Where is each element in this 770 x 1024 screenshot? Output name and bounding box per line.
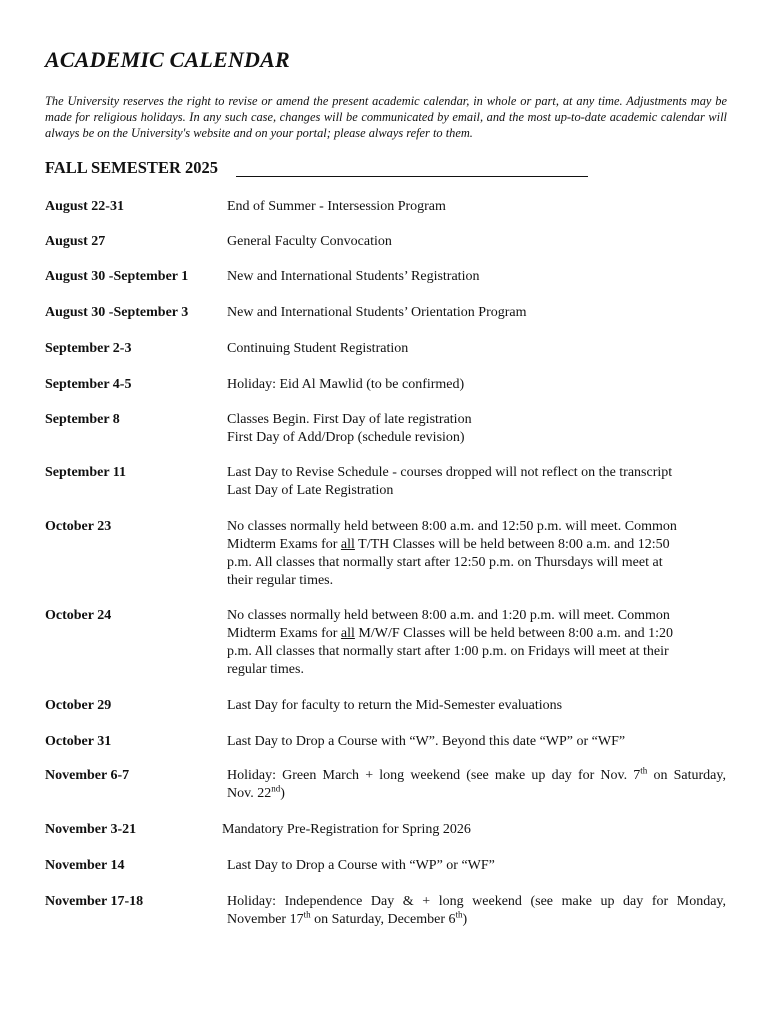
entry-line: Last Day of Late Registration bbox=[227, 483, 394, 498]
entry-line: Last Day to Drop a Course with “W”. Beyond this date “WP” or “WF” bbox=[227, 734, 626, 749]
entry-date: October 29 bbox=[45, 698, 112, 713]
entry-line: Midterm Exams for all M/W/F Classes will be held between 8:00 a.m. and 1:20 bbox=[227, 626, 673, 641]
entry-line: Nov. 22nd) bbox=[227, 783, 285, 801]
entry-date: October 24 bbox=[45, 608, 112, 623]
entry-date: September 2-3 bbox=[45, 341, 132, 356]
entry-line: p.m. All classes that normally start after 12:50 p.m. on Thursdays will meet at bbox=[227, 555, 663, 570]
entry-line: No classes normally held between 8:00 a.m. and 12:50 p.m. will meet. Common bbox=[227, 519, 677, 534]
entry-date: October 23 bbox=[45, 519, 112, 534]
entry-line: Holiday: Eid Al Mawlid (to be confirmed) bbox=[227, 377, 465, 392]
entry-description bbox=[227, 411, 726, 447]
entry-date: September 11 bbox=[45, 465, 127, 480]
entry-date: November 17-18 bbox=[45, 894, 144, 909]
entry-line: Holiday: Independence Day & + long weekend (see make up day for Monday, bbox=[227, 894, 726, 909]
entry-line: New and International Students’ Orientation Program bbox=[227, 305, 527, 320]
entry-date: August 30 -September 3 bbox=[45, 305, 189, 320]
entry-line: First Day of Add/Drop (schedule revision) bbox=[227, 430, 465, 445]
semester-heading: FALL SEMESTER 2025 bbox=[45, 158, 218, 177]
entry-description bbox=[227, 198, 726, 216]
entry-line: their regular times. bbox=[227, 573, 334, 588]
entry-date: August 30 -September 1 bbox=[45, 269, 189, 284]
entry-description bbox=[227, 733, 726, 751]
entry-date: November 6-7 bbox=[45, 768, 130, 783]
entry-line: Last Day for faculty to return the Mid-Semester evaluations bbox=[227, 698, 563, 713]
entry-date: October 31 bbox=[45, 734, 112, 749]
entry-line: Last Day to Revise Schedule - courses dropped will not reflect on the transcript bbox=[227, 465, 673, 480]
entry-description bbox=[227, 697, 726, 715]
entry-line: regular times. bbox=[227, 662, 304, 677]
entry-date: September 4-5 bbox=[45, 377, 132, 392]
entry-date: August 27 bbox=[45, 234, 106, 249]
entry-line: Continuing Student Registration bbox=[227, 341, 409, 356]
entry-description bbox=[227, 233, 726, 251]
entry-line: Classes Begin. First Day of late registration bbox=[227, 412, 472, 427]
entry-description bbox=[227, 767, 726, 803]
entry-description bbox=[227, 607, 726, 679]
entry-line: Mandatory Pre-Registration for Spring 2026 bbox=[222, 822, 471, 837]
entry-description bbox=[222, 821, 721, 839]
entry-date: September 8 bbox=[45, 412, 120, 427]
entry-line: Midterm Exams for all T/TH Classes will be held between 8:00 a.m. and 12:50 bbox=[227, 537, 670, 552]
entry-date: August 22-31 bbox=[45, 199, 124, 214]
entry-line: New and International Students’ Registration bbox=[227, 269, 480, 284]
entry-description bbox=[227, 857, 726, 875]
entry-line: November 17th on Saturday, December 6th) bbox=[227, 909, 468, 927]
entry-description bbox=[227, 376, 726, 394]
entry-line: General Faculty Convocation bbox=[227, 234, 392, 249]
page-title: ACADEMIC CALENDAR bbox=[45, 47, 290, 72]
entry-description bbox=[227, 268, 726, 286]
entry-description bbox=[227, 340, 726, 358]
intro-paragraph: The University reserves the right to revise or amend the present academic calendar, in whole or part, at any time. Adjustments may be made for religious holidays. In any such case, changes will be communicated by email, and the most up-to-date academic calendar will always be on the University's website and on your portal; please always refer to them. bbox=[45, 94, 727, 140]
entry-description bbox=[227, 464, 726, 500]
entry-description bbox=[227, 304, 726, 322]
entry-description bbox=[227, 893, 726, 929]
entry-line: No classes normally held between 8:00 a.m. and 1:20 p.m. will meet. Common bbox=[227, 608, 670, 623]
entry-date: November 14 bbox=[45, 858, 125, 873]
entry-description bbox=[227, 518, 726, 590]
entry-date: November 3-21 bbox=[45, 822, 137, 837]
entry-line: Holiday: Green March + long weekend (see make up day for Nov. 7th on Saturday, bbox=[227, 765, 726, 783]
entry-line: End of Summer - Intersession Program bbox=[227, 199, 446, 214]
semester-underline bbox=[236, 176, 588, 177]
entry-line: p.m. All classes that normally start after 1:00 p.m. on Fridays will meet at their bbox=[227, 644, 669, 659]
entry-line: Last Day to Drop a Course with “WP” or “WF” bbox=[227, 858, 495, 873]
